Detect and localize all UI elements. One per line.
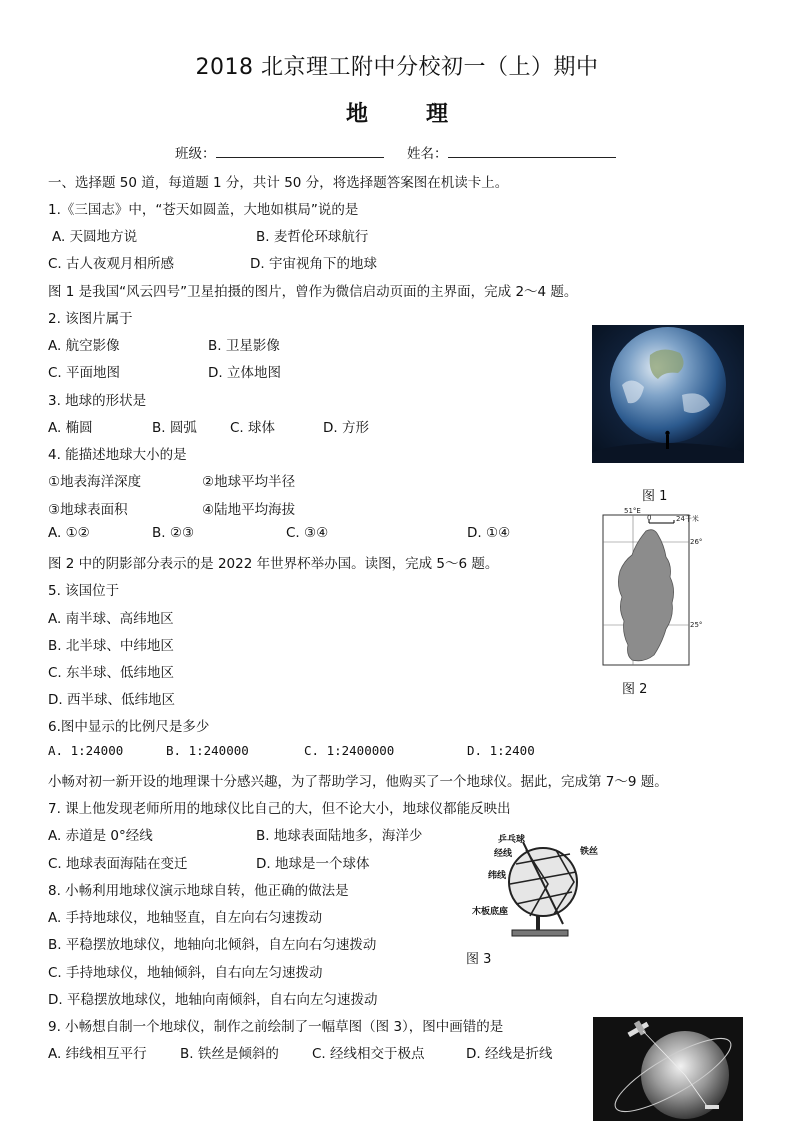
figure-3-caption: 图 3 bbox=[466, 952, 492, 967]
label-parallel: 纬线 bbox=[488, 871, 507, 881]
q9-option-a[interactable]: A. 纬线相互平行 bbox=[48, 1046, 147, 1062]
q4-item-1: ①地表海洋深度 bbox=[48, 474, 142, 490]
q5-stem: 5. 该国位于 bbox=[48, 583, 120, 599]
q7-stem: 7. 课上他发现老师所用的地球仪比自己的大，但不论大小，地球仪都能反映出 bbox=[48, 801, 511, 817]
q4-item-4: ④陆地平均海拔 bbox=[202, 502, 296, 518]
label-meridian: 经线 bbox=[494, 849, 513, 859]
satellite-globe-icon bbox=[593, 1017, 743, 1121]
q9-option-d[interactable]: D. 经线是折线 bbox=[466, 1046, 553, 1062]
q2-option-c[interactable]: C. 平面地图 bbox=[48, 365, 121, 381]
exam-title: 2018 北京理工附中分校初一（上）期中 bbox=[195, 55, 599, 80]
fig2-intro: 图 2 中的阴影部分表示的是 2022 年世界杯举办国。读图，完成 5～6 题。 bbox=[48, 556, 499, 572]
label-wire: 铁丝 bbox=[580, 847, 599, 857]
q4-option-c[interactable]: C. ③④ bbox=[286, 525, 329, 541]
q8-stem: 8. 小畅利用地球仪演示地球自转，他正确的做法是 bbox=[48, 883, 349, 899]
q5-option-c[interactable]: C. 东半球、低纬地区 bbox=[48, 665, 175, 681]
q8-option-b[interactable]: B. 平稳摆放地球仪，地轴向北倾斜，自左向右匀速拨动 bbox=[48, 937, 377, 953]
q7-option-a[interactable]: A. 赤道是 0°经线 bbox=[48, 828, 153, 844]
figure-2-map bbox=[602, 505, 712, 667]
name-input-line[interactable] bbox=[448, 143, 616, 158]
qatar-map-icon bbox=[602, 505, 712, 667]
q3-option-d[interactable]: D. 方形 bbox=[323, 420, 369, 436]
q1-option-c[interactable]: C. 古人夜观月相所感 bbox=[48, 256, 175, 272]
figure-1-earth-image bbox=[592, 325, 744, 463]
q6-option-d[interactable]: D. 1:2400 bbox=[467, 743, 535, 758]
fig3-intro: 小畅对初一新开设的地理课十分感兴趣，为了帮助学习，他购买了一个地球仪。据此，完成第 7～9 题。 bbox=[48, 774, 668, 790]
q6-option-c[interactable]: C. 1:2400000 bbox=[304, 743, 395, 758]
q4-option-b[interactable]: B. ②③ bbox=[152, 525, 195, 541]
earth-photo-icon bbox=[592, 325, 744, 463]
fig1-intro: 图 1 是我国“风云四号”卫星拍摄的图片，曾作为微信启动页面的主界面，完成 2～4 题。 bbox=[48, 284, 578, 300]
q3-option-a[interactable]: A. 椭圆 bbox=[48, 420, 93, 436]
q4-item-3: ③地球表面积 bbox=[48, 502, 128, 518]
scale-distance-label: 24千米 bbox=[676, 515, 699, 523]
q2-stem: 2. 该图片属于 bbox=[48, 311, 133, 327]
name-field bbox=[407, 142, 616, 162]
q1-option-b[interactable]: B. 麦哲伦环球航行 bbox=[256, 229, 369, 245]
q2-option-a[interactable]: A. 航空影像 bbox=[48, 338, 120, 354]
q3-option-b[interactable]: B. 圆弧 bbox=[152, 420, 197, 436]
subject-title: 地理 bbox=[345, 102, 506, 127]
q8-option-a[interactable]: A. 手持地球仪，地轴竖直，自左向右匀速拨动 bbox=[48, 910, 323, 926]
q7-option-d[interactable]: D. 地球是一个球体 bbox=[256, 856, 370, 872]
q9-option-c[interactable]: C. 经线相交于极点 bbox=[312, 1046, 425, 1062]
q4-option-d[interactable]: D. ①④ bbox=[467, 525, 511, 541]
q7-option-c[interactable]: C. 地球表面海陆在变迁 bbox=[48, 856, 188, 872]
class-label: 班级： bbox=[175, 146, 216, 162]
figure-3-globe-sketch bbox=[468, 832, 618, 942]
q6-option-a[interactable]: A. 1:24000 bbox=[48, 743, 124, 758]
q1-option-a[interactable]: A. 天圆地方说 bbox=[52, 229, 138, 245]
q8-option-d[interactable]: D. 平稳摆放地球仪，地轴向南倾斜，自右向左匀速拨动 bbox=[48, 992, 378, 1008]
class-field bbox=[175, 142, 384, 162]
map-lat-26-label: 26° bbox=[690, 538, 703, 546]
figure-2-caption: 图 2 bbox=[622, 682, 648, 697]
q9-option-b[interactable]: B. 铁丝是倾斜的 bbox=[180, 1046, 279, 1062]
label-wood-base: 木板底座 bbox=[472, 907, 509, 917]
class-input-line[interactable] bbox=[216, 143, 384, 158]
q1-stem: 1.《三国志》中，“苍天如圆盖，大地如棋局”说的是 bbox=[48, 202, 359, 218]
globe-sketch-icon bbox=[468, 832, 618, 942]
q6-option-b[interactable]: B. 1:240000 bbox=[166, 743, 249, 758]
q4-stem: 4. 能描述地球大小的是 bbox=[48, 447, 187, 463]
scale-zero-label: 0 bbox=[647, 514, 652, 522]
q7-option-b[interactable]: B. 地球表面陆地多，海洋少 bbox=[256, 828, 423, 844]
q2-option-d[interactable]: D. 立体地图 bbox=[208, 365, 281, 381]
q9-stem: 9. 小畅想自制一个地球仪，制作之前绘制了一幅草图（图 3），图中画错的是 bbox=[48, 1019, 504, 1035]
q5-option-b[interactable]: B. 北半球、中纬地区 bbox=[48, 638, 174, 654]
q8-option-c[interactable]: C. 手持地球仪，地轴倾斜，自右向左匀速拨动 bbox=[48, 965, 323, 981]
label-pingpong-ball: 乒乓球 bbox=[498, 835, 526, 845]
q3-stem: 3. 地球的形状是 bbox=[48, 393, 147, 409]
figure-1-caption: 图 1 bbox=[642, 489, 668, 504]
q5-option-d[interactable]: D. 西半球、低纬地区 bbox=[48, 692, 175, 708]
q4-option-a[interactable]: A. ①② bbox=[48, 525, 90, 541]
q4-item-2: ②地球平均半径 bbox=[202, 474, 296, 490]
q1-option-d[interactable]: D. 宇宙视角下的地球 bbox=[250, 256, 377, 272]
section-heading: 一、选择题 50 道，每道题 1 分，共计 50 分，将选择题答案图在机读卡上。 bbox=[48, 175, 509, 191]
name-label: 姓名： bbox=[407, 146, 448, 162]
q5-option-a[interactable]: A. 南半球、高纬地区 bbox=[48, 611, 174, 627]
satellite-globe-image bbox=[593, 1017, 743, 1121]
q6-stem: 6.图中显示的比例尺是多少 bbox=[48, 719, 210, 735]
q3-option-c[interactable]: C. 球体 bbox=[230, 420, 276, 436]
map-lat-25-label: 25° bbox=[690, 621, 703, 629]
map-longitude-label: 51°E bbox=[624, 507, 641, 515]
q2-option-b[interactable]: B. 卫星影像 bbox=[208, 338, 280, 354]
